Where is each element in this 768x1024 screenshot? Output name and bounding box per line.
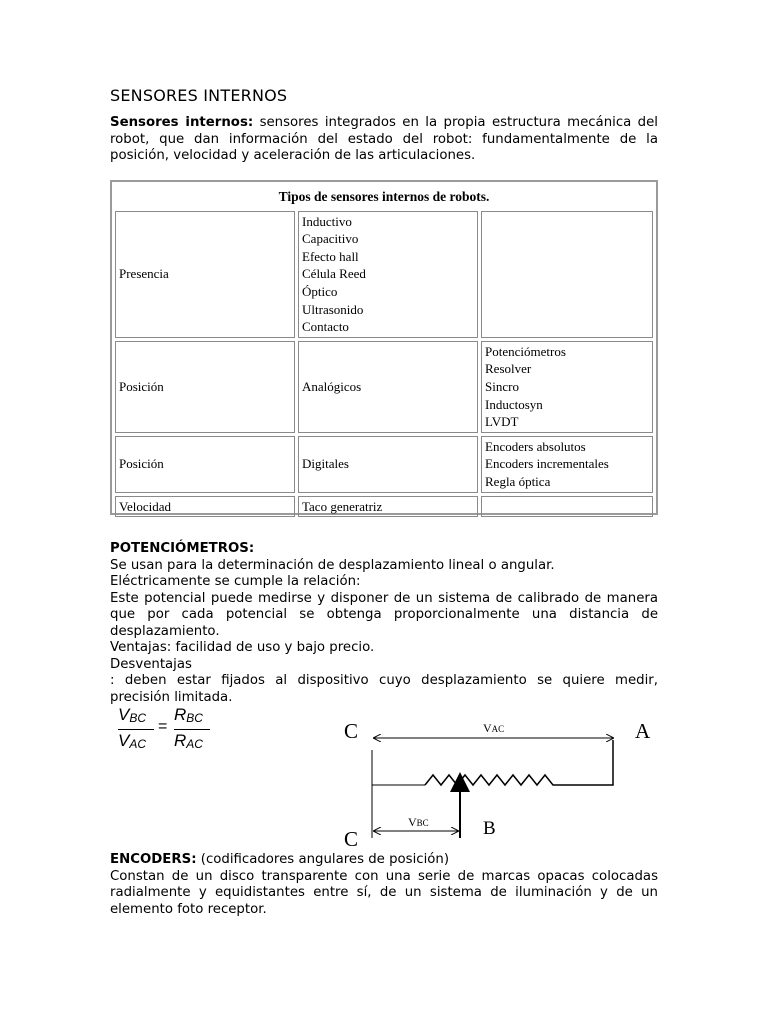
label-a: A [635, 719, 651, 743]
table-cell: Digitales [298, 436, 478, 493]
cell-item: Célula Reed [302, 266, 366, 282]
table-cell: Posición [115, 436, 295, 493]
section-heading: ENCODERS: [110, 852, 197, 867]
cell-item: LVDT [485, 414, 519, 430]
label-c-top: C [344, 719, 359, 743]
table-row [115, 436, 653, 493]
formula-denominator-left: $V_{AC}$ [118, 731, 147, 751]
voltage-ratio-formula [118, 705, 248, 753]
cell-item: Encoders absolutos [485, 438, 586, 454]
paragraph-line: Este potencial puede medirse y disponer de un sistema de calibrado de manera que por cada potencial se obtenga proporcionalmente una distancia de desplazamiento. [110, 590, 658, 639]
section-heading: POTENCIÓMETROS: [110, 541, 255, 556]
circuit-wire [372, 750, 425, 785]
formula-numerator-left: $V_{BC}$ [118, 705, 147, 725]
table-cell: Taco generatriz [298, 496, 478, 518]
fraction-bar [174, 729, 210, 730]
cell-item: Óptico [302, 283, 338, 299]
resistor [425, 740, 613, 785]
cell-item: Contacto [302, 319, 349, 335]
paragraph-line: : deben estar fijados al dispositivo cuyo desplazamiento se quiere medir, precisión limitada. [110, 673, 658, 705]
table-cell [481, 496, 653, 518]
table-row [115, 496, 653, 518]
table-cell [481, 341, 653, 433]
encoders-section [110, 852, 658, 918]
cell-item: Efecto hall [302, 248, 359, 264]
potentiometers-section [110, 541, 658, 706]
page-title: SENSORES INTERNOS [110, 86, 288, 105]
cell-item: Encoders incrementales [485, 456, 609, 472]
sensor-types-table [110, 180, 658, 515]
table-cell: Velocidad [115, 496, 295, 518]
table-row [115, 341, 653, 433]
table-cell [298, 211, 478, 338]
cell-item: Capacitivo [302, 231, 359, 247]
cell-item: Inductosyn [485, 396, 543, 412]
cell-item: Resolver [485, 361, 532, 377]
cell-item: Potenciómetros [485, 343, 566, 359]
intro-label: Sensores internos: [110, 115, 254, 130]
cell-item: Inductivo [302, 213, 352, 229]
paragraph-line: Ventajas: facilidad de uso y bajo precio. [110, 640, 375, 655]
intro-paragraph [110, 115, 658, 165]
intro-text: sensores integrados en la propia estructura mecánica del robot, que dan información del estado del robot: fundamentalmente de la posición, velocidad y aceleración de las articulaciones. [110, 115, 658, 163]
table-cell: Presencia [115, 211, 295, 338]
formula-denominator-right: $R_{AC}$ [174, 731, 203, 751]
section-subtitle: (codificadores angulares de posición) [196, 852, 450, 867]
table-row [115, 211, 653, 338]
fraction-bar [118, 729, 154, 730]
table-cell [481, 436, 653, 493]
cell-item: Ultrasonido [302, 301, 364, 317]
table-caption: Tipos de sensores internos de robots. [278, 189, 490, 204]
equals-sign: = [158, 718, 168, 735]
table-cell [481, 211, 653, 338]
table-cell: Posición [115, 341, 295, 433]
potentiometer-diagram [335, 700, 665, 850]
label-vac: VAC [483, 721, 505, 735]
cell-item: Sincro [485, 378, 519, 394]
label-vbc: VBC [408, 815, 429, 829]
paragraph-line: Eléctricamente se cumple la relación: [110, 574, 361, 589]
label-b: B [483, 818, 496, 839]
cell-item: Regla óptica [485, 473, 551, 489]
table-cell: Analógicos [298, 341, 478, 433]
paragraph-text: Constan de un disco transparente con una serie de marcas opacas colocadas radialmente y equidistantes entre sí, de un sistema de iluminación y de un elemento foto receptor. [110, 868, 658, 917]
paragraph-line: Se usan para la determinación de desplazamiento lineal o angular. [110, 557, 555, 573]
label-c-bottom: C [344, 827, 359, 850]
formula-numerator-right: $R_{BC}$ [174, 705, 203, 725]
paragraph-line: Desventajas [110, 656, 192, 672]
